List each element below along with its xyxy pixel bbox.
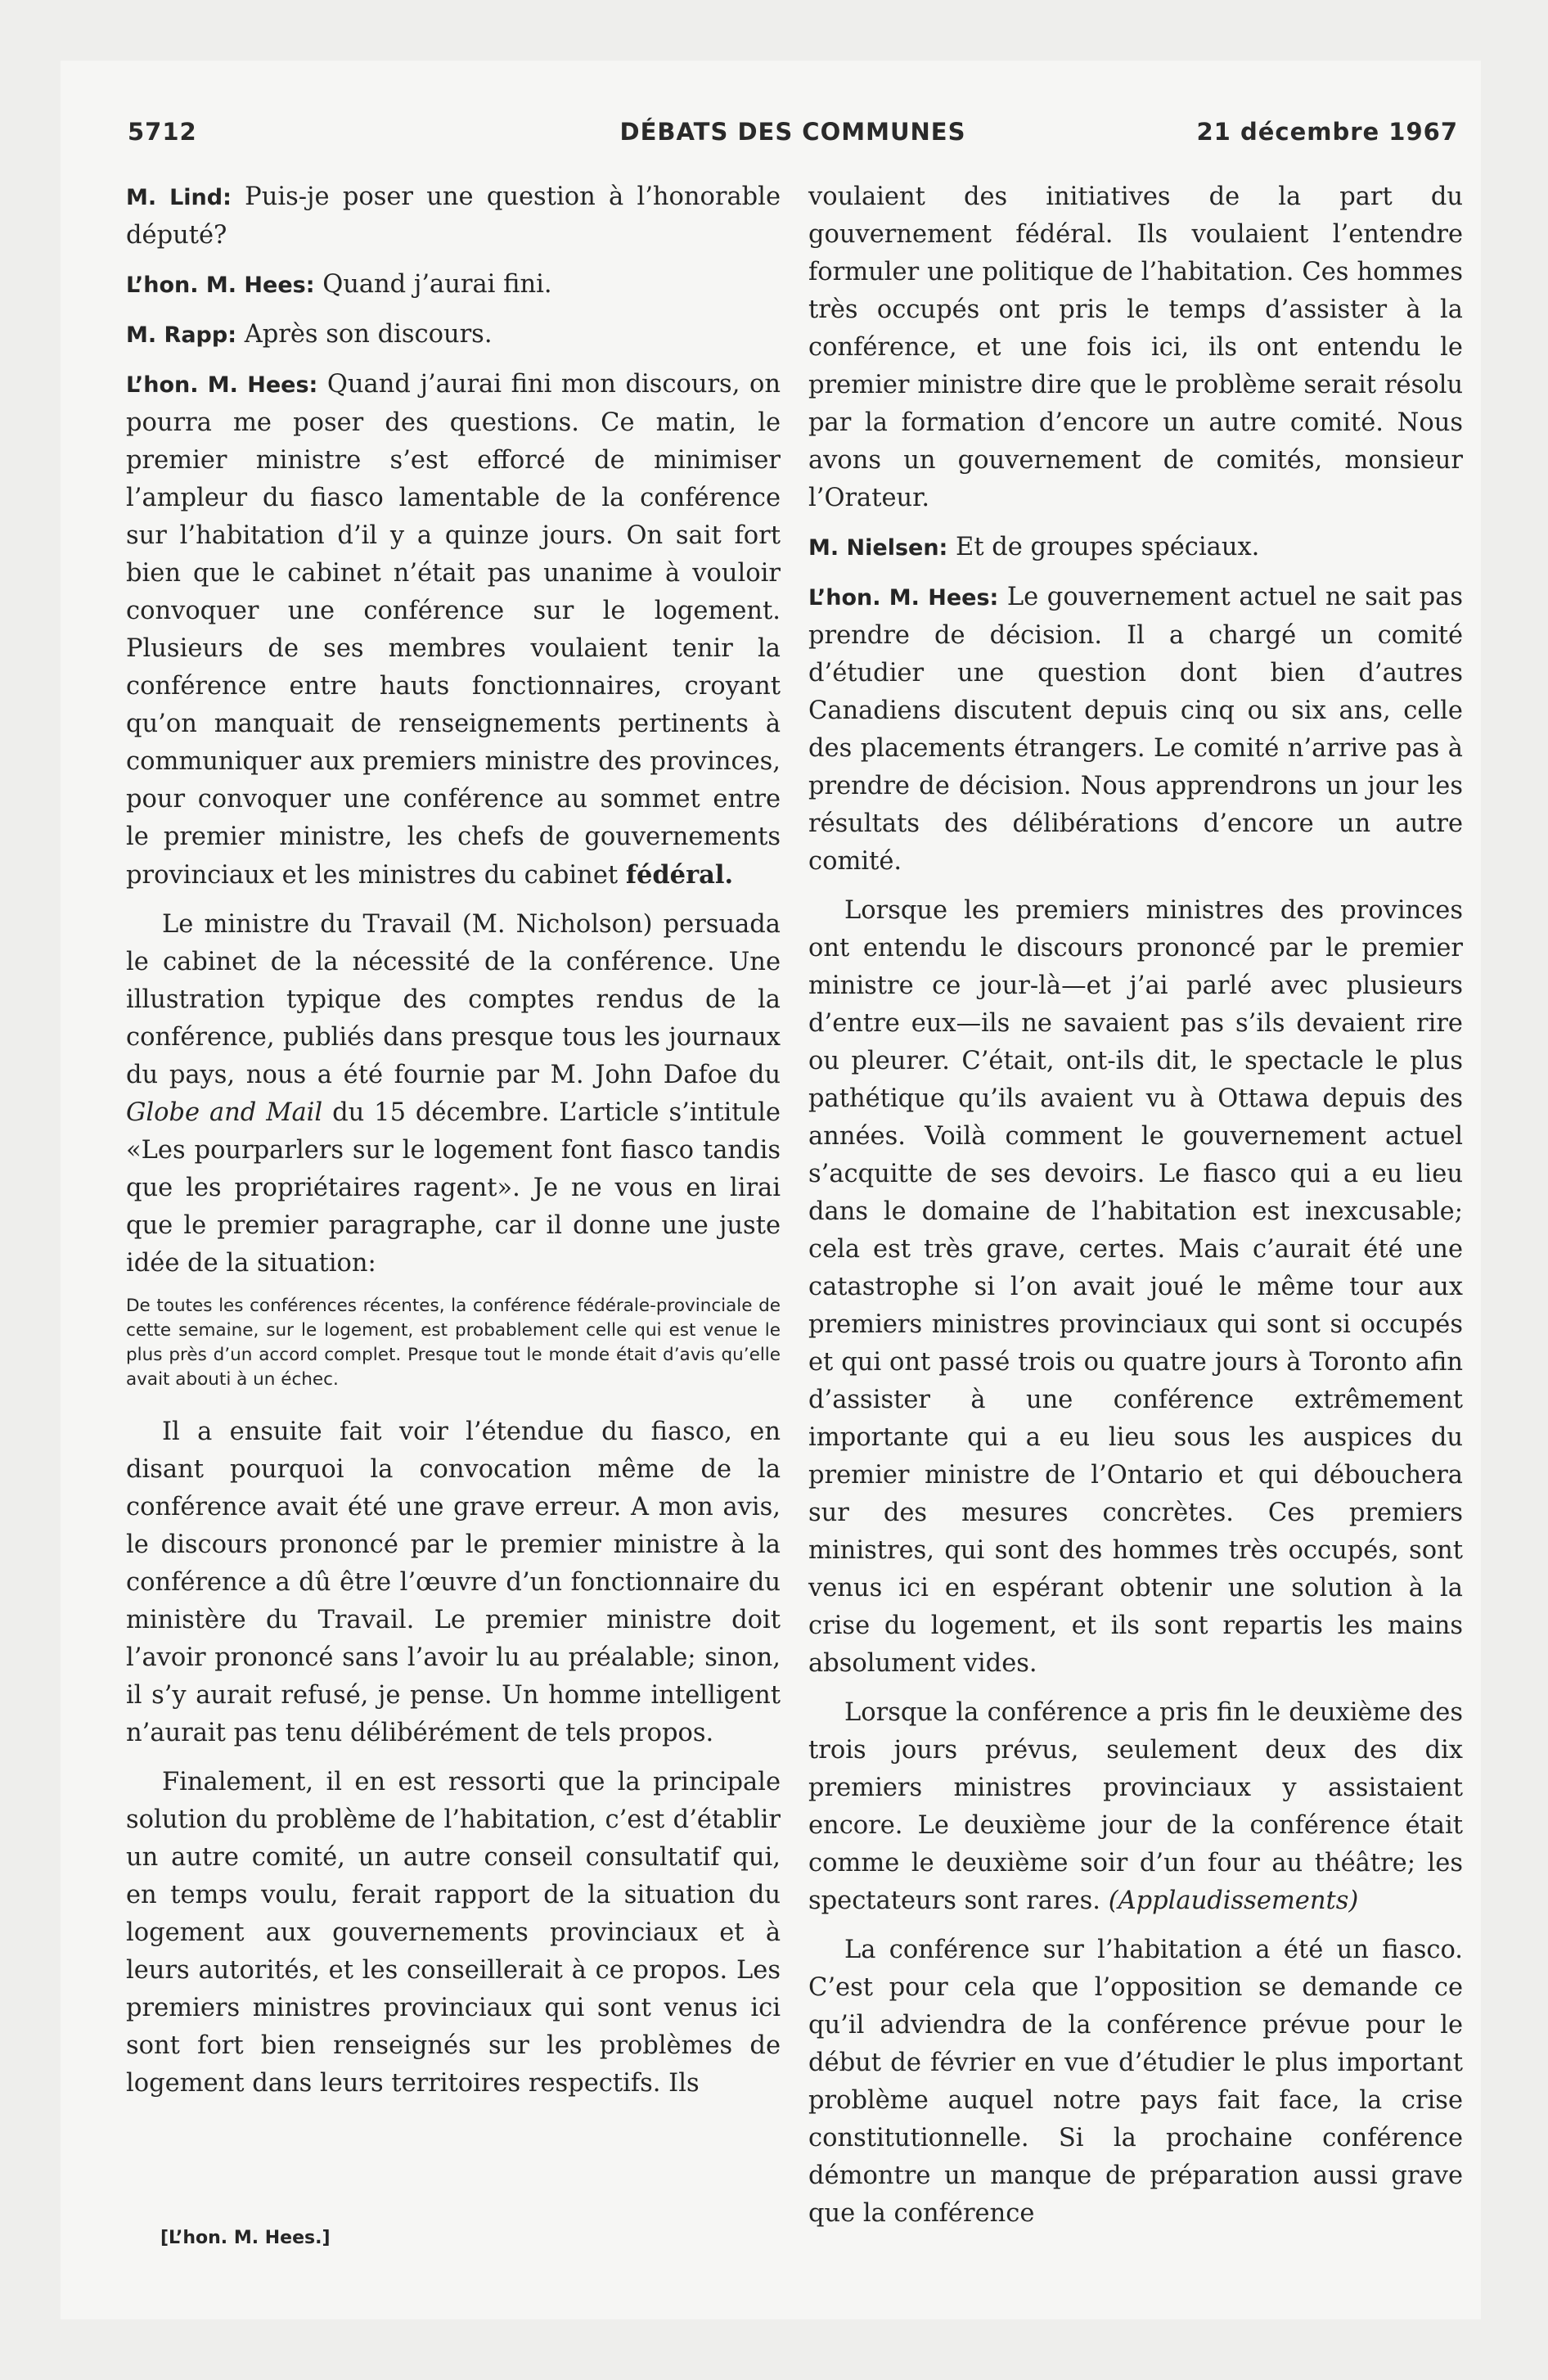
- publication-title: DÉBATS DES COMMUNES: [619, 118, 966, 146]
- speech-text: Lorsque les premiers ministres des provinces ont entendu le discours prononcé par le premier ministre ce jour-là—et j’ai parlé avec plusieurs d’entre eux—ils ne savaient pas s’ils devaient rire ou pleurer. C’était, ont-ils dit, le spectacle le plus pathétique qu’ils avaient vu à Ottawa depuis des années. Voilà comment le gouvernement actuel s’acquitte de ses devoirs. Le fiasco qui a eu lieu dans le domaine de l’habitation est inexcusable; cela est très grave, certes. Mais c’aurait été une catastrophe si l’on avait joué le même tour aux premiers ministres provinciaux qui sont si occupés et qui ont passé trois ou quatre jours à Toronto afin d’assister à une conférence extrêmement importante qui a eu lieu sous les auspices du premier ministre de l’Ontario et qui débouchera sur des mesures concrètes. Ces premiers ministres, qui sont des hommes très occupés, sont venus ici en espérant obtenir une solution à la crise du logement, et ils sont repartis les mains absolument vides.: [808, 896, 1463, 1678]
- paragraph: [808, 1931, 1463, 2233]
- speech-text: Puis-je poser une question à l’honorable député?: [126, 183, 781, 250]
- paragraph: [126, 178, 781, 255]
- speech-text: Quand j’aurai fini mon discours, on pourra me poser des questions. Ce matin, le premier ministre s’est efforcé de minimiser l’ampleur du fiasco lamentable de la conférence sur l’habitation d’il y a quinze jours. On sait fort bien que le cabinet n’était pas unanime à vouloir convoquer une conférence sur le logement. Plusieurs de ses membres voulaient tenir la conférence entre hauts fonctionnaires, croyant qu’on manquait de renseignements pertinents à communiquer aux premiers ministre des provinces, pour convoquer une conférence au sommet entre le premier ministre, les chefs de gouvernements provinciaux et les ministres du cabinet: [126, 370, 781, 890]
- paragraph: [126, 1764, 781, 2103]
- speaker-name: M. Lind:: [126, 185, 232, 210]
- speech-text: La conférence sur l’habitation a été un fiasco. C’est pour cela que l’opposition se demande ce qu’il adviendra de la conférence prévue pour le début de février en vue d’étudier le plus important problème auquel notre pays fait face, la crise constitutionnelle. Si la prochaine conférence démontre un manque de préparation aussi grave que la conférence: [808, 1936, 1463, 2228]
- speech-text: Après son discours.: [236, 320, 493, 349]
- block-quote: [126, 1294, 781, 1392]
- speech-text: Lorsque la conférence a pris fin le deuxième des trois jours prévus, seulement deux des dix premiers ministres provinciaux y assistaient encore. Le deuxième jour de la conférence était comme le deuxième soir d’un four au théâtre; les spectateurs sont rares.: [808, 1698, 1463, 1915]
- speech-text-bold: fédéral.: [625, 860, 734, 890]
- speech-text: voulaient des initiatives de la part du gouvernement fédéral. Ils voulaient l’entendre formuler une politique de l’habitation. Ces hommes très occupés ont pris le temps d’assister à la conférence, et une fois ici, ils ont entendu le premier ministre dire que le problème serait résolu par la formation d’encore un autre comité. Nous avons un gouvernement de comités, monsieur l’Orateur.: [808, 183, 1463, 512]
- speech-text: Le gouvernement actuel ne sait pas prendre de décision. Il a chargé un comité d’étudier une question dont bien d’autres Canadiens discutent depuis cinq ou six ans, celle des placements étrangers. Le comité n’arrive pas à prendre de décision. Nous apprendrons un jour les résultats des délibérations d’encore un autre comité.: [808, 583, 1463, 876]
- paragraph: [808, 529, 1463, 567]
- paragraph: [808, 892, 1463, 1683]
- paragraph: [126, 906, 781, 1282]
- speaker-name: M. Nielsen:: [808, 535, 948, 561]
- speech-text: Le ministre du Travail (M. Nicholson) persuada le cabinet de la nécessité de la conférence. Une illustration typique des comptes rendus de la conférence, publiés dans presque tous les journaux du pays, nous a été fournie par M. John Dafoe du: [126, 910, 781, 1089]
- paragraph: [126, 366, 781, 895]
- paragraph: [126, 266, 781, 304]
- paragraph: [126, 316, 781, 354]
- page-number: 5712: [128, 118, 197, 146]
- speaker-name: L’hon. M. Hees:: [126, 273, 315, 298]
- left-column: [126, 178, 781, 2114]
- paragraph: [808, 1694, 1463, 1920]
- speaker-name: L’hon. M. Hees:: [126, 372, 318, 398]
- speech-text: Et de groupes spéciaux.: [947, 533, 1260, 561]
- paragraph: [808, 579, 1463, 881]
- right-column: [808, 178, 1463, 2244]
- quote-text: De toutes les conférences récentes, la conférence fédérale-provinciale de cette semaine, sur le logement, est probablement celle qui est venue le plus près d’un accord complet. Presque tout le monde était d’avis qu’elle avait abouti à un échec.: [126, 1296, 781, 1390]
- newspaper-title: Globe and Mail: [126, 1098, 323, 1127]
- paragraph: [126, 1413, 781, 1752]
- stage-direction: (Applaudissements): [1108, 1886, 1359, 1915]
- speaker-name: L’hon. M. Hees:: [808, 585, 999, 611]
- speech-text: Il a ensuite fait voir l’étendue du fiasco, en disant pourquoi la convocation même de la conférence avait été une grave erreur. A mon avis, le discours prononcé par le premier ministre à la conférence a dû être l’œuvre d’un fonctionnaire du ministère du Travail. Le premier ministre doit l’avoir prononcé sans l’avoir lu au préalable; sinon, il s’y aurait refusé, je pense. Un homme intelligent n’aurait pas tenu délibérément de tels propos.: [126, 1418, 781, 1747]
- speech-text: Quand j’aurai fini.: [314, 270, 552, 299]
- speaker-name: M. Rapp:: [126, 322, 236, 348]
- speech-text: du 15 décembre. L’article s’intitule «Les pourparlers sur le logement font fiasco tandis que les propriétaires ragent». Je ne vous en lirai que le premier paragraphe, car il donne une juste idée de la situation:: [126, 1098, 781, 1278]
- speech-text: Finalement, il en est ressorti que la principale solution du problème de l’habitation, c’est d’établir un autre comité, un autre conseil consultatif qui, en temps voulu, ferait rapport de la situation du logement aux gouvernements provinciaux et à leurs autorités, et les conseillerait à ce propos. Les premiers ministres provinciaux qui sont venus ici sont fort bien renseignés sur les problèmes de logement dans leurs territoires respectifs. Ils: [126, 1768, 781, 2098]
- paragraph: [808, 178, 1463, 517]
- publication-date: 21 décembre 1967: [1196, 118, 1458, 146]
- speaker-attribution: [L’hon. M. Hees.]: [160, 2228, 331, 2248]
- page-header: [128, 118, 1458, 151]
